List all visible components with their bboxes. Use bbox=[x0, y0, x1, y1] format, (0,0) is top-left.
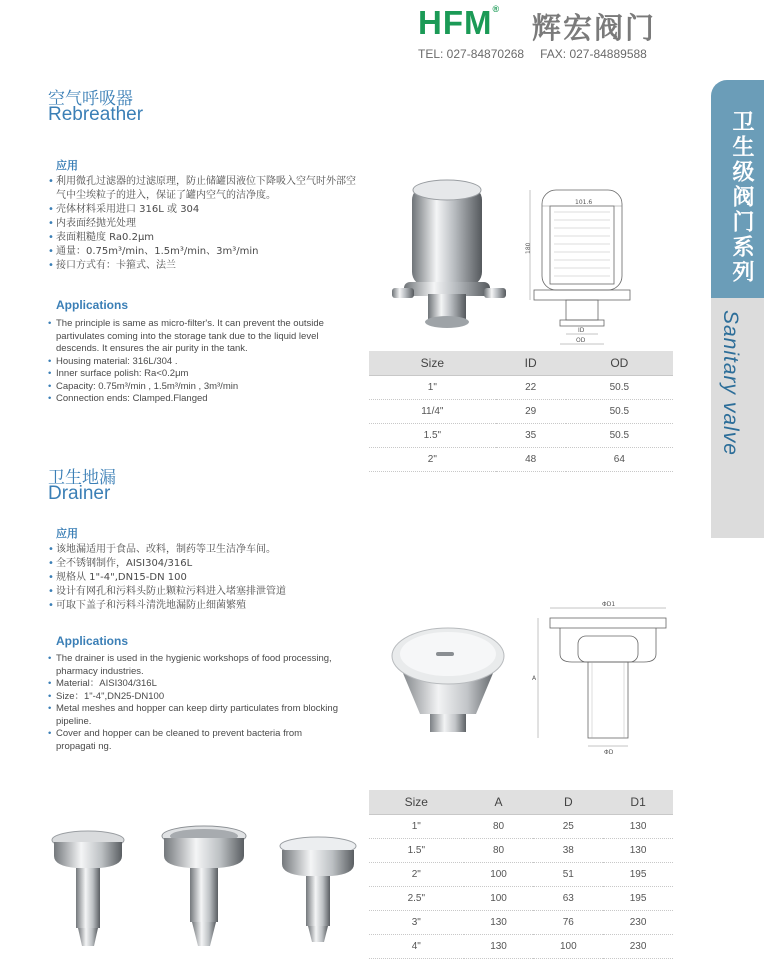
column-header: D bbox=[533, 790, 603, 815]
drainer-usage-en-list bbox=[48, 653, 338, 753]
drawing-a-label: A bbox=[532, 675, 537, 682]
table-cell: 29 bbox=[496, 400, 566, 424]
table-cell: 1" bbox=[369, 815, 464, 839]
fax-text: FAX: 027-84889588 bbox=[540, 47, 647, 61]
rebreather-photo bbox=[384, 176, 512, 336]
column-header: ID bbox=[496, 351, 566, 376]
table-cell: 4" bbox=[369, 935, 464, 959]
list-item: • 全不锈钢制作，AISI304/316L bbox=[48, 557, 358, 571]
rebreather-usage-cn-list bbox=[48, 175, 358, 273]
list-item: • Size：1"-4",DN25-DN100 bbox=[48, 691, 338, 704]
column-header: A bbox=[464, 790, 534, 815]
table-row bbox=[369, 815, 673, 839]
table-cell: 22 bbox=[496, 376, 566, 400]
table-cell: 63 bbox=[533, 887, 603, 911]
drawing-d1-label: ΦD1 bbox=[602, 601, 616, 608]
column-header: Size bbox=[369, 351, 496, 376]
column-header: OD bbox=[566, 351, 673, 376]
table-cell: 130 bbox=[464, 935, 534, 959]
list-item: • The drainer is used in the hygienic workshops of food processing, pharmacy industries. bbox=[48, 653, 338, 678]
brand-name-cn: 辉宏阀门 bbox=[532, 11, 657, 45]
column-header: Size bbox=[369, 790, 464, 815]
drawing-d-label: ΦD bbox=[604, 749, 614, 756]
table-header-row bbox=[369, 351, 673, 376]
drawing-width-label: 101.6 bbox=[575, 199, 593, 206]
table-cell: 195 bbox=[603, 863, 673, 887]
drainer-spec-table bbox=[369, 790, 673, 959]
list-item: • 通量：0.75m³/min、1.5m³/min、3m³/min bbox=[48, 245, 358, 259]
table-cell: 2" bbox=[369, 448, 496, 472]
drainer-title-cn: 卫生地漏 bbox=[48, 468, 116, 488]
list-item: • 利用微孔过滤器的过滤原理，防止储罐因液位下降吸入空气时外部空气中尘埃粒子的进入，保证了罐内空气的洁净度。 bbox=[48, 175, 358, 203]
table-cell: 3" bbox=[369, 911, 464, 935]
list-item: • 可取下盖子和污料斗清洗地漏防止细菌繁殖 bbox=[48, 599, 358, 613]
rebreather-spec-table bbox=[369, 351, 673, 472]
table-cell: 80 bbox=[464, 839, 534, 863]
brand-logo: HFM® bbox=[418, 4, 501, 41]
table-cell: 50.5 bbox=[566, 400, 673, 424]
list-item: • 规格从 1"-4",DN15-DN 100 bbox=[48, 571, 358, 585]
list-item: • Cover and hopper can be cleaned to prevent bacteria from propagati ng. bbox=[48, 728, 338, 753]
list-item: • The principle is same as micro-filter's. It can prevent the outside partivulates coming into the storage tank due to the liquid level descends. It ensures the air purity in the tank. bbox=[48, 318, 354, 356]
table-row bbox=[369, 448, 673, 472]
table-cell: 130 bbox=[464, 911, 534, 935]
table-row bbox=[369, 400, 673, 424]
table-row bbox=[369, 863, 673, 887]
rebreather-title-en: Rebreather bbox=[48, 104, 144, 125]
tel-text: TEL: 027-84870268 bbox=[418, 47, 525, 61]
side-tab-cn: 卫生级阀门系列 bbox=[729, 110, 754, 285]
table-cell: 130 bbox=[603, 815, 673, 839]
drawing-od-label: OD bbox=[576, 337, 586, 344]
table-cell: 1" bbox=[369, 376, 496, 400]
drainer-variant-photo-2 bbox=[158, 824, 250, 952]
list-item: • Material：AISI304/316L bbox=[48, 678, 338, 691]
table-cell: 11/4" bbox=[369, 400, 496, 424]
table-cell: 51 bbox=[533, 863, 603, 887]
table-cell: 1.5" bbox=[369, 839, 464, 863]
table-cell: 100 bbox=[464, 863, 534, 887]
table-cell: 100 bbox=[533, 935, 603, 959]
drainer-usage-cn-list bbox=[48, 543, 358, 613]
table-row bbox=[369, 839, 673, 863]
table-cell: 2.5" bbox=[369, 887, 464, 911]
table-row bbox=[369, 911, 673, 935]
drainer-photo bbox=[384, 620, 514, 740]
list-item: • Capacity: 0.75m³/min , 1.5m³/min , 3m³/min bbox=[48, 381, 354, 394]
table-row bbox=[369, 887, 673, 911]
table-cell: 64 bbox=[566, 448, 673, 472]
column-header: D1 bbox=[603, 790, 673, 815]
list-item: • 接口方式有：卡箍式、法兰 bbox=[48, 259, 358, 273]
list-item: • 设计有网孔和污料头防止颗粒污料进入堵塞排泄管道 bbox=[48, 585, 358, 599]
rebreather-title-cn: 空气呼吸器 bbox=[48, 89, 133, 109]
list-item: • Metal meshes and hopper can keep dirty particulates from blocking pipeline. bbox=[48, 703, 338, 728]
table-cell: 230 bbox=[603, 935, 673, 959]
drainer-drawing bbox=[528, 596, 672, 762]
drawing-height-label: 180 bbox=[525, 242, 532, 254]
contact-line bbox=[418, 47, 647, 61]
drainer-title-en: Drainer bbox=[48, 483, 111, 504]
table-cell: 50.5 bbox=[566, 376, 673, 400]
table-cell: 50.5 bbox=[566, 424, 673, 448]
table-cell: 130 bbox=[603, 839, 673, 863]
table-header-row bbox=[369, 790, 673, 815]
table-cell: 100 bbox=[464, 887, 534, 911]
table-cell: 230 bbox=[603, 911, 673, 935]
list-item: • 壳体材料采用进口 316L 或 304 bbox=[48, 203, 358, 217]
list-item: • Connection ends: Clamped.Flanged bbox=[48, 393, 354, 406]
table-row bbox=[369, 376, 673, 400]
drainer-variant-photo-1 bbox=[48, 826, 128, 950]
drawing-id-label: ID bbox=[578, 327, 585, 334]
table-cell: 76 bbox=[533, 911, 603, 935]
table-cell: 80 bbox=[464, 815, 534, 839]
table-cell: 48 bbox=[496, 448, 566, 472]
list-item: • Inner surface polish: Ra<0.2μm bbox=[48, 368, 354, 381]
list-item: • 内表面经抛光处理 bbox=[48, 217, 358, 231]
table-cell: 25 bbox=[533, 815, 603, 839]
table-cell: 35 bbox=[496, 424, 566, 448]
table-cell: 1.5" bbox=[369, 424, 496, 448]
rebreather-usage-en-heading: Applications bbox=[56, 298, 129, 312]
side-tab-en: Sanitary valve bbox=[719, 310, 742, 456]
table-cell: 2" bbox=[369, 863, 464, 887]
drainer-usage-cn-heading: 应用 bbox=[56, 527, 78, 540]
table-cell: 195 bbox=[603, 887, 673, 911]
list-item: • 表面粗糙度 Ra0.2μm bbox=[48, 231, 358, 245]
rebreather-usage-cn-heading: 应用 bbox=[56, 159, 78, 172]
rebreather-drawing bbox=[520, 176, 648, 352]
drainer-usage-en-heading: Applications bbox=[56, 634, 129, 648]
table-row bbox=[369, 424, 673, 448]
list-item: • 该地漏适用于食品、改料，制药等卫生洁净车间。 bbox=[48, 543, 358, 557]
list-item: • Housing material: 316L/304 . bbox=[48, 356, 354, 369]
rebreather-usage-en-list bbox=[48, 318, 354, 406]
drainer-variant-photo-3 bbox=[276, 834, 360, 946]
table-cell: 38 bbox=[533, 839, 603, 863]
